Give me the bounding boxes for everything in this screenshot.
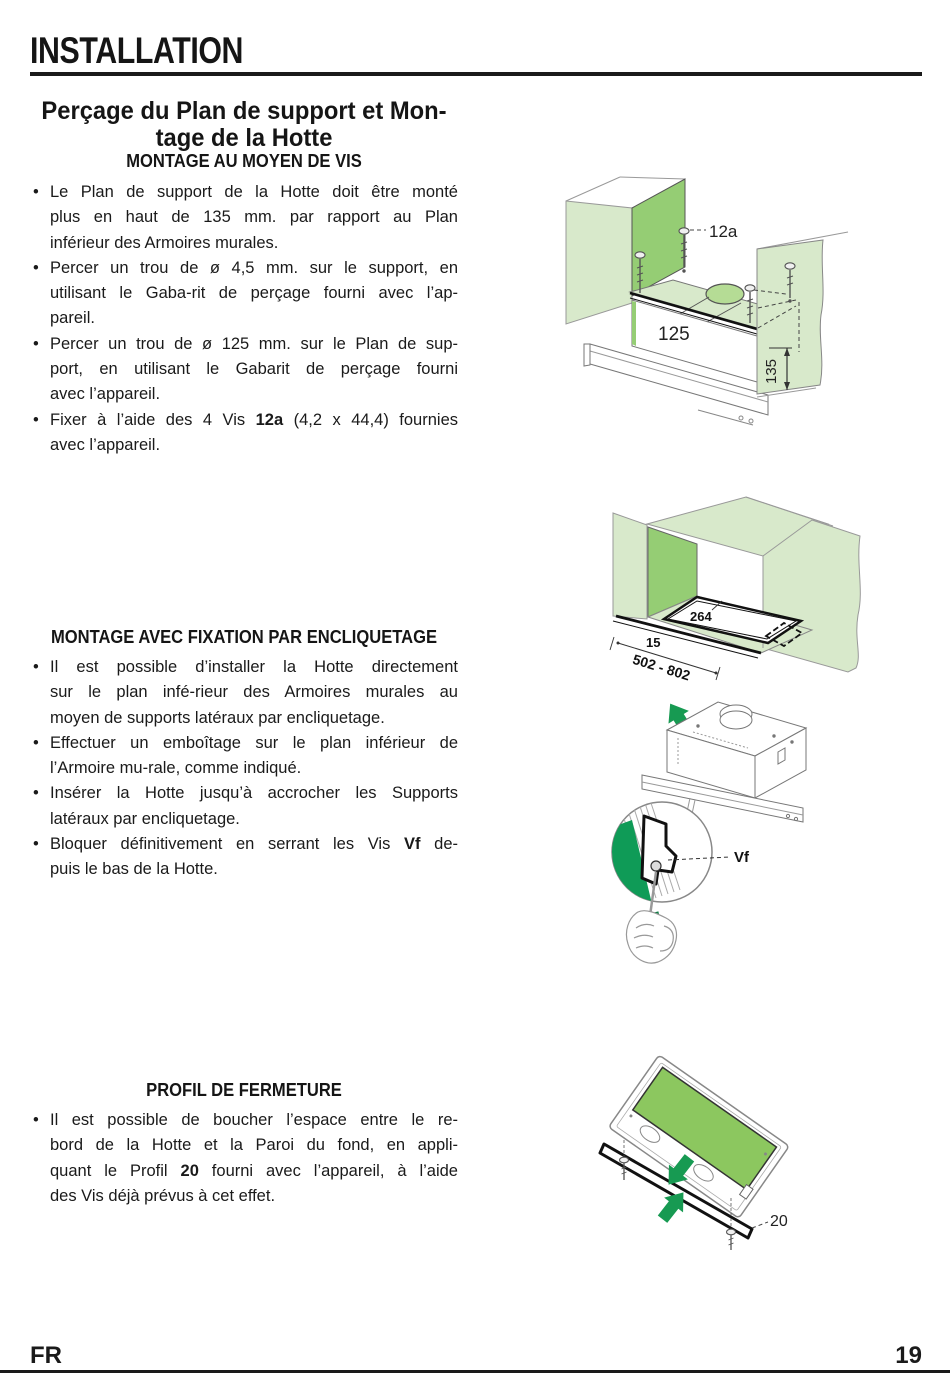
label-width-range: 502 - 802 [630, 650, 693, 684]
bullet-line: utilisant le Gaba-rit de perçage fourni avec l’ap- [50, 284, 458, 303]
bullet-list-montage-vis [30, 180, 458, 458]
cabinet-left-wall [613, 513, 647, 619]
bullet-item [30, 180, 458, 256]
bullet-line: avec l’appareil. [50, 385, 161, 404]
hand [626, 911, 676, 963]
bullet-marker: • [33, 835, 39, 854]
bullet-line: Le Plan de support de la Hotte doit être monté [50, 183, 458, 201]
bullet-marker: • [33, 1111, 39, 1129]
bullet-item [30, 1108, 458, 1209]
label-profile: 20 [770, 1213, 788, 1230]
bullet-line: Effectuer un emboîtage sur le plan inférieur de [50, 733, 458, 752]
subheading-encliquetage: MONTAGE AVEC FIXATION PAR ENCLIQUETAGE [50, 627, 438, 647]
bullet-marker: • [33, 410, 39, 429]
label-hole-diameter: 125 [658, 324, 690, 345]
bullet-line: plus en haut de 135 mm. par rapport au Plan [50, 208, 458, 227]
bullet-line: Percer un trou de ø 4,5 mm. sur le support, en [50, 258, 458, 277]
bullet-line: moyen de supports latéraux par encliquetage. [50, 708, 385, 727]
bullet-marker: • [33, 183, 39, 201]
label-offset: 15 [646, 635, 661, 650]
bullet-line: Bloquer définitivement en serrant les Vis Vf de- [50, 835, 458, 854]
hood-underside [609, 1055, 790, 1218]
magnifier-detail [610, 800, 750, 904]
title-rule [30, 72, 922, 76]
diagram-closing-profile [556, 1040, 950, 1320]
label-20-leader [752, 1222, 768, 1228]
vf-screw-head [651, 861, 661, 871]
bottom-rule [0, 1370, 950, 1373]
bullet-line: puis le bas de la Hotte. [50, 860, 218, 879]
hood-left-sliver [632, 301, 636, 346]
bullet-line: quant le Profil 20 fourni avec l’appareil, à l’aide [50, 1161, 458, 1180]
bullet-marker: • [33, 784, 39, 803]
bullet-line: sur le plan infé-rieur des Armoires murales au [50, 683, 458, 702]
bullet-item [30, 256, 458, 332]
bullet-line: Fixer à l’aide des 4 Vis 12a (4,2 x 44,4) fournies [50, 410, 458, 429]
diagram-snap-mounting [598, 480, 950, 980]
bullet-item [30, 781, 458, 832]
bullet-marker: • [33, 258, 39, 277]
bullet-item [30, 408, 458, 459]
cabinet-left-face [566, 201, 632, 324]
bullet-item [30, 655, 458, 731]
subheading-montage-vis: MONTAGE AU MOYEN DE VIS [126, 151, 362, 171]
label-screw-vf: Vf [734, 849, 749, 866]
bullet-line: inférieur des Armoires murales. [50, 233, 279, 252]
bullet-line: Il est possible d’installer la Hotte directement [50, 658, 458, 676]
label-screws: 12a [709, 222, 738, 241]
bullet-line: port, en utilisant le Gabarit de perçage fourni [50, 360, 458, 379]
page-title: INSTALLATION [30, 30, 244, 71]
subheading-profil: PROFIL DE FERMETURE [146, 1080, 342, 1100]
bullet-line: pareil. [50, 309, 95, 328]
duct-hole [706, 284, 744, 304]
bullet-item [30, 731, 458, 782]
bullet-list-encliquetage [30, 655, 458, 883]
bullet-marker: • [33, 658, 39, 676]
bullet-item [30, 832, 458, 883]
footer-language: FR [30, 1342, 62, 1369]
bullet-line: Il est possible de boucher l’espace entre le re- [50, 1111, 458, 1129]
screw-icon [727, 1229, 736, 1250]
bullet-line: des Vis déjà prévus à cet effet. [50, 1186, 276, 1205]
bullet-line: l’Armoire mu-rale, comme indiqué. [50, 759, 302, 778]
section-heading-line1: Perçage du Plan de support et Mon- [41, 97, 447, 125]
bullet-marker: • [33, 733, 39, 752]
bullet-line: Insérer la Hotte jusqu’à accrocher les Supports [50, 784, 458, 803]
bullet-line: bord de la Hotte et la Paroi du fond, en appli- [50, 1136, 458, 1155]
diagram-screw-mounting [548, 170, 948, 450]
bullet-list-profil [30, 1108, 458, 1209]
section-heading-line2: tage de la Hotte [155, 124, 333, 152]
bullet-item [30, 332, 458, 408]
label-depth: 264 [690, 609, 712, 624]
bullet-line: latéraux par encliquetage. [50, 809, 240, 828]
bullet-line: Percer un trou de ø 125 mm. sur le Plan de sup- [50, 334, 458, 353]
bullet-line: avec l’appareil. [50, 435, 161, 454]
bullet-marker: • [33, 334, 39, 353]
footer-page-number: 19 [895, 1342, 922, 1369]
label-height: 135 [763, 358, 780, 384]
